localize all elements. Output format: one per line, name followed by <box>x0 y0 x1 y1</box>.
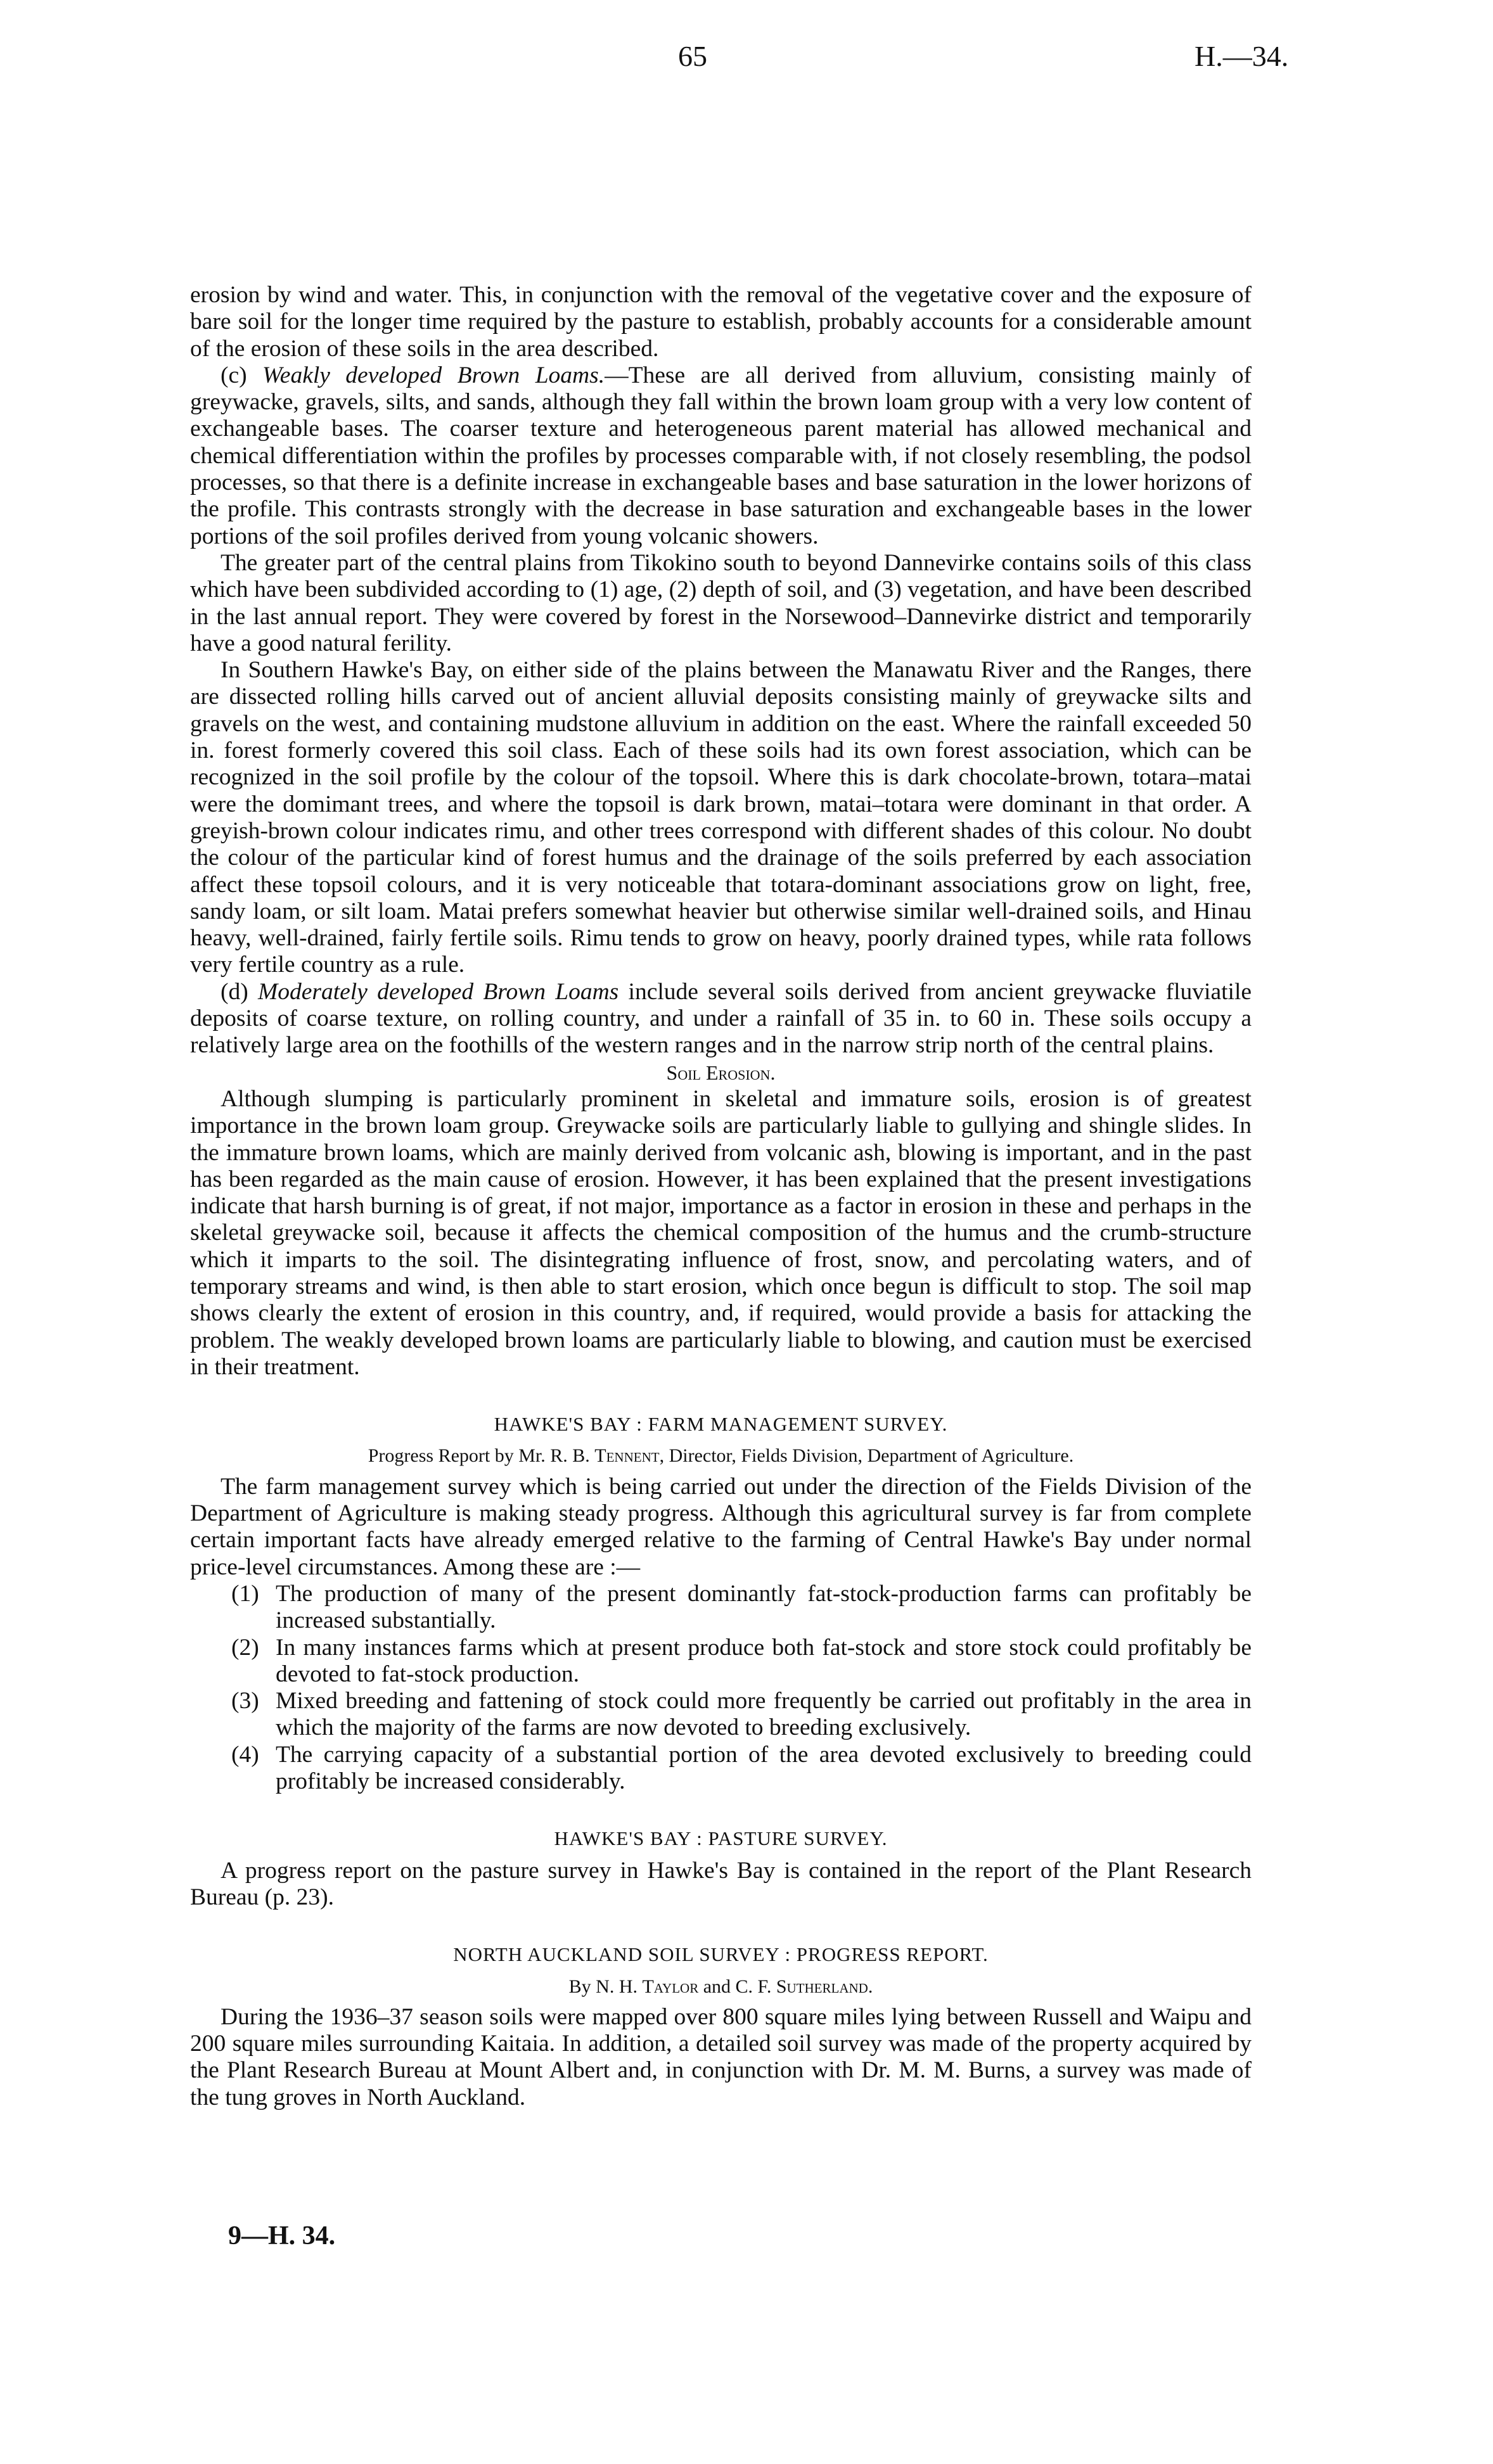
list-item <box>231 1688 1252 1742</box>
document-reference: H.—34. <box>1195 40 1289 72</box>
page-number: 65 <box>678 40 707 72</box>
paragraph: Although slumping is particularly prominent in skeletal and immature soils, erosion is of greatest importance in the brown loam group. Greywacke soils are particularly liable to gullying and shingle slides. In the immature brown loams, which are mainly derived from volcanic ash, blowing is important, and in the past has been regarded as the main cause of erosion. However, it has been explained that the present investigations indicate that harsh burning is of great, if not major, importance as a factor in erosion in these and perhaps in the skeletal greywacke soil, because it affects the chemical composition of the humus and the crumb-structure which it imparts to the soil. The disintegrating influence of frost, snow, and percolating waters, and of temporary streams and wind, is then able to start erosion, which once begun is difficult to stop. The soil map shows clearly the extent of erosion in this country, and, if required, would provide a basis for attacking the problem. The weakly developed brown loams are particularly liable to blowing, and caution must be exercised in their treatment. <box>190 1085 1252 1380</box>
author-name: Sutherland <box>776 1976 868 1997</box>
signature-mark: 9—H. 34. <box>228 2221 336 2250</box>
paragraph <box>190 979 1252 1059</box>
numbered-list <box>231 1581 1252 1795</box>
list-text: The carrying capacity of a substantial portion of the area devoted exclusively to breeding could profitably be increased considerably. <box>276 1741 1252 1795</box>
paragraph: The farm management survey which is being carried out under the direction of the Fields Division of the Department of Agriculture is making steady progress. Although this agricultural survey is far from complete certain important facts have already emerged relative to the farming of Central Hawke's Bay under normal price-level circumstances. Among these are :— <box>190 1473 1252 1580</box>
paragraph-text: —These are all derived from alluvium, consisting mainly of greywacke, gravels, silts, and sands, although they fall within the brown loam group with a very low content of exchangeable bases. The coarser texture and heterogeneous parent material has allowed mechanical and chemical differentiation within the profiles by processes comparable with, if not closely resembling, the podsol processes, so that there is a definite increase in exchangeable bases and base saturation in the lower horizons of the profile. This contrasts strongly with the decrease in base saturation and exchangeable bases in the lower portions of the soil profiles derived from young volcanic showers. <box>190 362 1252 549</box>
page-body <box>190 282 1252 2111</box>
byline-text: , Director, Fields Division, Department of Agriculture. <box>659 1445 1074 1467</box>
paragraph: erosion by wind and water. This, in conjunction with the removal of the vegetative cover and the exposure of bare soil for the longer time required by the pasture to establish, probably accounts for a considerable amount of the erosion of these soils in the area described. <box>190 282 1252 362</box>
list-item <box>231 1635 1252 1688</box>
item-label: (d) <box>221 978 248 1005</box>
byline-text: Progress Report by Mr. R. B. <box>368 1445 595 1467</box>
list-number: (1) <box>231 1580 259 1607</box>
byline <box>190 1974 1252 2000</box>
list-text: Mixed breeding and fattening of stock could more frequently be carried out profitably in the area in which the majority of the farms are now devoted to breeding exclusively. <box>276 1688 1252 1741</box>
paragraph: During the 1936–37 season soils were mapped over 800 square miles lying between Russell and Waipu and 200 square miles surrounding Kaitaia. In addition, a detailed soil survey was made of the property acquired by the Plant Research Bureau at Mount Albert and, in conjunction with Dr. M. M. Burns, a survey was made of the tung groves in North Auckland. <box>190 2003 1252 2110</box>
paragraph: A progress report on the pasture survey in Hawke's Bay is contained in the report of the Plant Research Bureau (p. 23). <box>190 1857 1252 1910</box>
list-text: In many instances farms which at present produce both fat-stock and store stock could profitably be devoted to fat-stock production. <box>276 1634 1252 1687</box>
byline <box>190 1443 1252 1469</box>
section-heading-pasture-survey: HAWKE'S BAY : PASTURE SURVEY. <box>554 1827 888 1850</box>
list-item <box>231 1742 1252 1796</box>
item-label: (c) <box>221 362 247 388</box>
subheading: Moderately developed Brown Loams <box>258 978 619 1005</box>
paragraph-text: include several soils derived from ancient greywacke fluviatile deposits of coarse texture, on rolling country, and under a rainfall of 35 in. to 60 in. These soils occupy a relatively large area on the foothills of the western ranges and in the narrow strip north of the central plains. <box>190 978 1252 1059</box>
subheading: Weakly developed Brown Loams. <box>262 362 605 388</box>
paragraph <box>190 362 1252 550</box>
author-name: Tennent <box>594 1445 660 1467</box>
author-name: Taylor <box>642 1976 699 1997</box>
section-heading-farm-survey: HAWKE'S BAY : FARM MANAGEMENT SURVEY. <box>494 1413 948 1436</box>
paragraph: The greater part of the central plains from Tikokino south to beyond Dannevirke contains soils of this class which have been subdivided according to (1) age, (2) depth of soil, and (3) vegetation, and have been described in the last annual report. They were covered by forest in the Norsewood–Dannevirke district and temporarily have a good natural ferility. <box>190 549 1252 656</box>
list-number: (2) <box>231 1634 259 1661</box>
paragraph: In Southern Hawke's Bay, on either side of the plains between the Manawatu River and the Ranges, there are dissected rolling hills carved out of ancient alluvial deposits consisting mainly of greywacke silts and gravels on the west, and containing mudstone alluvium in addition on the east. Where the rainfall exceeded 50 in. forest formerly covered this soil class. Each of these soils had its own forest association, which can be recognized in the soil profile by the colour of the topsoil. Where this is dark chocolate-brown, totara–matai were the domimant trees, and where the topsoil is dark brown, matai–totara were dominant in that order. A greyish-brown colour indicates rimu, and other trees correspond with different shades of this colour. No doubt the colour of the particular kind of forest humus and the drainage of the soils preferred by each association affect these topsoil colours, and it is very noticeable that totara-dominant associations grow on light, free, sandy loam, or silt loam. Matai prefers somewhat heavier but otherwise similar well-drained soils, and Hinau heavy, well-drained, fairly fertile soils. Rimu tends to grow on heavy, poorly drained types, while rata follows very fertile country as a rule. <box>190 657 1252 978</box>
byline-text: and C. F. <box>698 1976 776 1997</box>
section-heading-soil-erosion: Soil Erosion. <box>666 1061 776 1084</box>
byline-text: By N. H. <box>568 1976 643 1997</box>
list-text: The production of many of the present dominantly fat-stock-production farms can profitably be increased substantially. <box>276 1580 1252 1634</box>
list-number: (3) <box>231 1688 259 1714</box>
list-item <box>231 1581 1252 1635</box>
byline-text: . <box>868 1976 873 1997</box>
list-number: (4) <box>231 1741 259 1768</box>
section-heading-north-auckland: NORTH AUCKLAND SOIL SURVEY : PROGRESS REPORT. <box>453 1943 989 1966</box>
